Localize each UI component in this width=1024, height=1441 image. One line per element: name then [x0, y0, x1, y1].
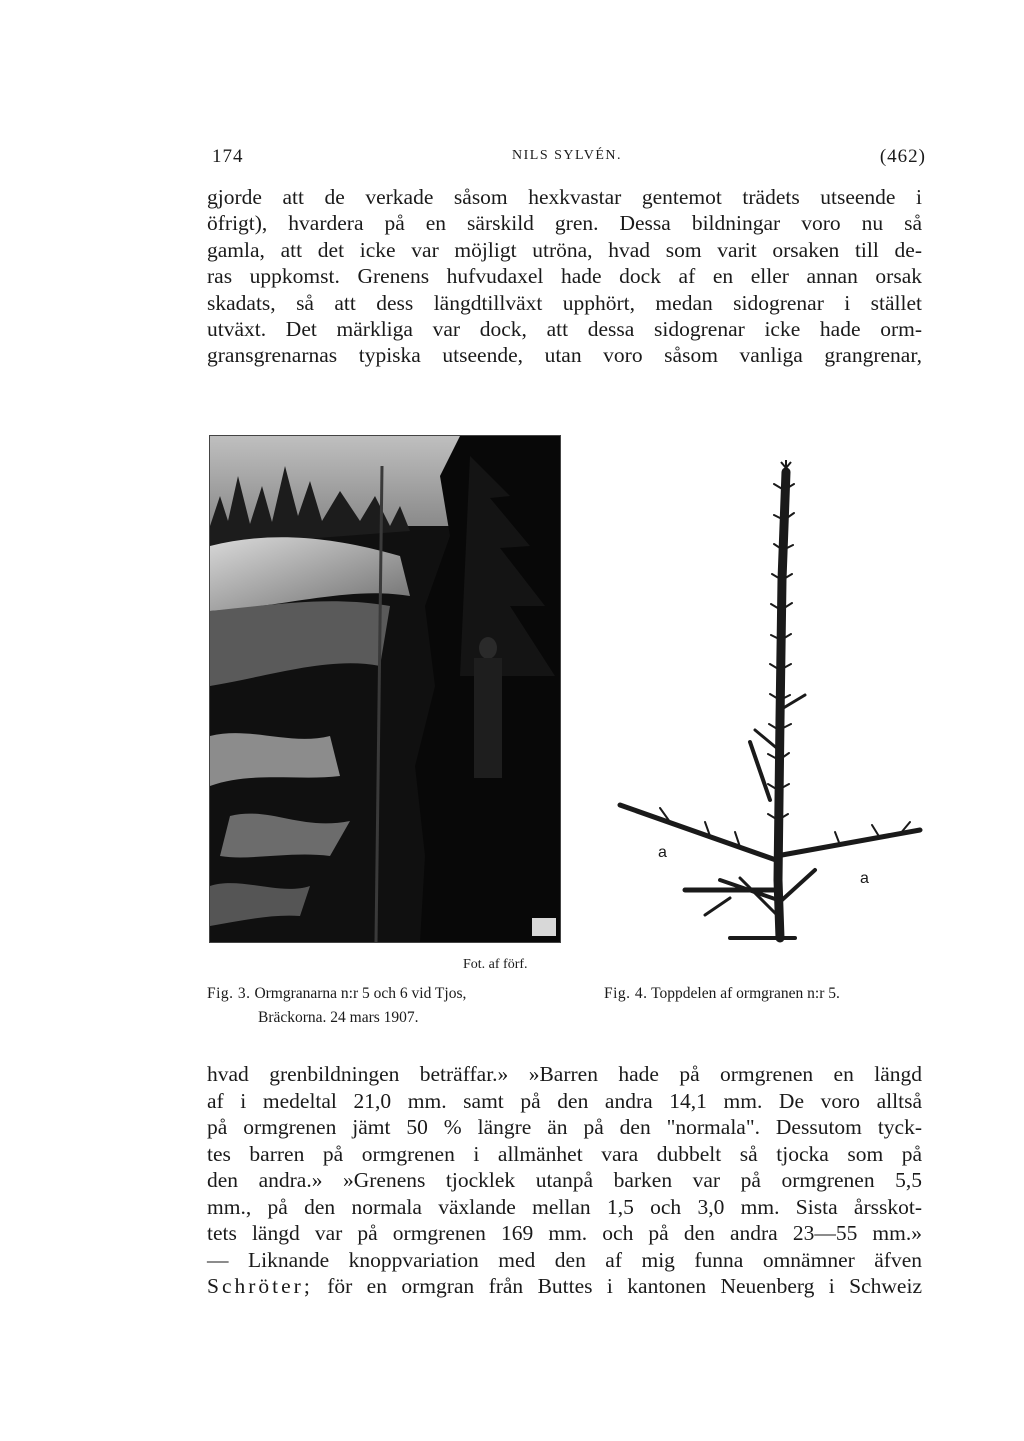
- figure-4-drawing: [610, 460, 930, 960]
- text-line: gamla, att det icke var möjligt utröna, hvad som varit orsaken till de-: [207, 237, 922, 262]
- body-paragraph-bottom: [207, 1061, 922, 1300]
- running-head-author: NILS SYLVÉN.: [512, 148, 623, 163]
- text-line: på ormgrenen jämt 50 % längre än på den "normala". Dessutom tyck-: [207, 1115, 922, 1139]
- text-line: af i medeltal 21,0 mm. samt på den andra 14,1 mm. De voro alltså: [207, 1088, 922, 1113]
- photo-credit: Fot. af förf.: [463, 957, 528, 972]
- branch-label-a-left: a: [658, 844, 667, 861]
- text-line: — Liknande knoppvariation med den af mig funna omnämner äfven: [207, 1247, 922, 1272]
- text-line: skadats, så att dess längdtillväxt upphört, medan sidogrenar i stället: [207, 290, 922, 315]
- section-reference: (462): [879, 146, 926, 167]
- text-line: den andra.» »Grenens tjocklek utanpå barken var på ormgrenen 5,5: [207, 1168, 922, 1192]
- text-line: [207, 1273, 922, 1300]
- text-line-rest: för en ormgran från Buttes i kantonen Neuenberg i Schweiz: [327, 1274, 922, 1298]
- figure-4-caption: [604, 982, 934, 1006]
- figure-3-photograph: [209, 435, 561, 943]
- figure-4-caption-text: Toppdelen af ormgranen n:r 5.: [651, 985, 840, 1002]
- text-line: tes barren på ormgrenen i allmänhet vara dubbelt så tjocka som på: [207, 1141, 922, 1166]
- branch-label-a-right: a: [860, 870, 869, 887]
- figure-3-caption: [207, 982, 567, 1030]
- text-line: gransgrenarnas typiska utseende, utan voro såsom vanliga grangrenar,: [207, 343, 922, 368]
- cited-author: Schröter;: [207, 1274, 313, 1298]
- text-line: ras uppkomst. Grenens hufvudaxel hade dock af en eller annan orsak: [207, 264, 922, 289]
- figure-3-caption-text: Bräckorna. 24 mars 1907.: [258, 1009, 419, 1026]
- body-paragraph-top: [207, 184, 922, 369]
- figure-3-caption-text: Ormgranarna n:r 5 och 6 vid Tjos,: [254, 985, 467, 1002]
- text-line: utväxt. Det märkliga var dock, att dessa sidogrenar icke hade orm-: [207, 317, 922, 342]
- text-line: öfrigt), hvardera på en särskild gren. Dessa bildningar voro nu så: [207, 211, 922, 236]
- text-line: hvad grenbildningen beträffar.» »Barren hade på ormgrenen en längd: [207, 1062, 922, 1086]
- text-line: gjorde att de verkade såsom hexkvastar gentemot trädets utseende i: [207, 185, 922, 209]
- figure-4-label: Fig. 4.: [604, 985, 648, 1002]
- text-line: mm., på den normala växlande mellan 1,5 och 3,0 mm. Sista årsskot-: [207, 1194, 922, 1219]
- text-line: tets längd var på ormgrenen 169 mm. och på den andra 23—55 mm.»: [207, 1221, 922, 1245]
- figure-3-label: Fig. 3.: [207, 985, 251, 1002]
- running-head: [208, 146, 926, 176]
- page-number: 174: [212, 146, 244, 167]
